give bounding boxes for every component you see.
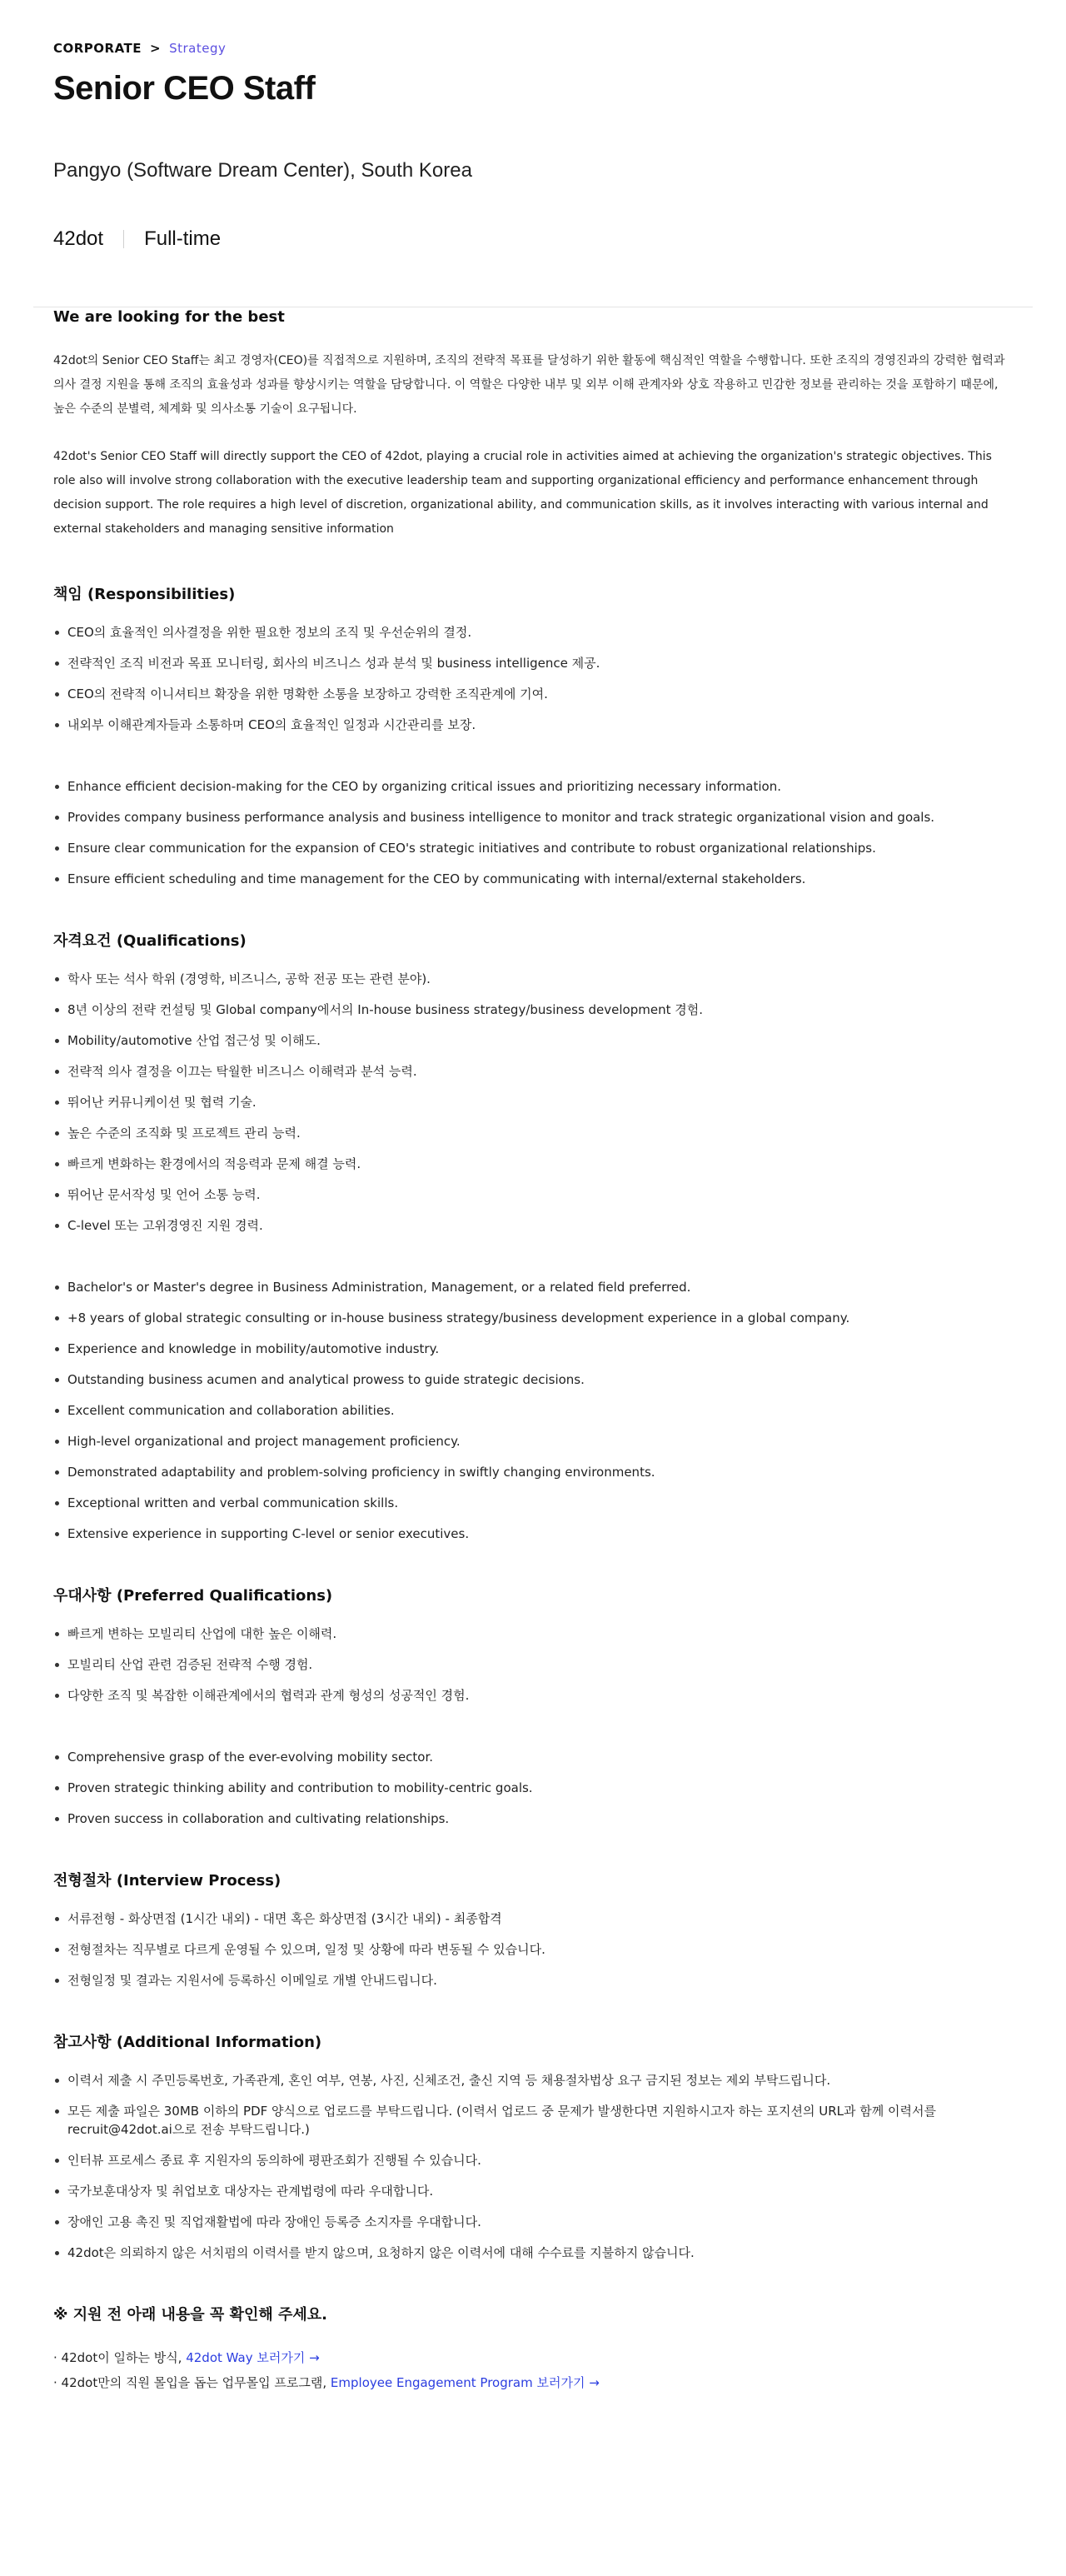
- list-item: 빠르게 변하는 모빌리티 산업에 대한 높은 이해력.: [53, 1625, 1013, 1643]
- list-item: 이력서 제출 시 주민등록번호, 가족관계, 혼인 여부, 연봉, 사진, 신체조건, 출신 지역 등 채용절차법상 요구 금지된 정보는 제외 부탁드립니다.: [53, 2071, 1013, 2089]
- additional-heading: 참고사항 (Additional Information): [53, 2034, 322, 2051]
- list-item: Bachelor's or Master's degree in Business Administration, Management, or a related field preferred.: [53, 1278, 1013, 1296]
- company-name: 42dot: [53, 227, 104, 250]
- job-description: [0, 307, 1066, 2395]
- intro-korean: 42dot의 Senior CEO Staff는 최고 경영자(CEO)를 직접적으로 지원하며, 조직의 전략적 목표를 달성하기 위한 활동에 핵심적인 역할을 수행합니다. 또한 조직의 경영진과의 강력한 협력과 의사 결정 지원을 통해 조직의 효율성과 성과를 향상시키는 역할을 담당합니다. 이 역할은 다양한 내부 및 외부 이해 관계자와 상호 작용하고 민감한 정보를 관리하는 것을 포함하기 때문에, 높은 수준의 분별력, 체계화 및 의사소통 기술이 요구됩니다.: [53, 354, 1005, 416]
- list-item: Proven success in collaboration and cultivating relationships.: [53, 1810, 1013, 1828]
- notice-heading: ※ 지원 전 아래 내용을 꼭 확인해 주세요.: [53, 2306, 328, 2324]
- breadcrumb-current[interactable]: Strategy: [169, 41, 227, 56]
- list-item: 다양한 조직 및 복잡한 이해관계에서의 협력과 관계 형성의 성공적인 경험.: [53, 1686, 1013, 1705]
- job-location: Pangyo (Software Dream Center), South Korea: [53, 159, 472, 182]
- list-item: CEO의 전략적 이니셔티브 확장을 위한 명확한 소통을 보장하고 강력한 조직관계에 기여.: [53, 685, 1013, 703]
- list-item: 전략적 의사 결정을 이끄는 탁월한 비즈니스 이해력과 분석 능력.: [53, 1062, 1013, 1081]
- list-item: Outstanding business acumen and analytical prowess to guide strategic decisions.: [53, 1370, 1013, 1389]
- list-item: Ensure efficient scheduling and time management for the CEO by communicating with internal/external stakeholders.: [53, 870, 1013, 888]
- list-item: 내외부 이해관계자들과 소통하며 CEO의 효율적인 일정과 시간관리를 보장.: [53, 716, 1013, 734]
- responsibilities-heading: 책임 (Responsibilities): [53, 586, 236, 603]
- breadcrumb-separator: >: [150, 41, 162, 56]
- list-item: 높은 수준의 조직화 및 프로젝트 관리 능력.: [53, 1124, 1013, 1142]
- preferred-heading: 우대사항 (Preferred Qualifications): [53, 1587, 333, 1605]
- way-prefix: · 42dot이 일하는 방식,: [53, 2350, 187, 2365]
- qualifications-heading: 자격요건 (Qualifications): [53, 932, 247, 950]
- list-item: 국가보훈대상자 및 취업보호 대상자는 관계법령에 따라 우대합니다.: [53, 2182, 1013, 2200]
- list-item: Provides company business performance analysis and business intelligence to monitor and track strategic organizational vision and goals.: [53, 808, 1013, 826]
- list-item: Demonstrated adaptability and problem-solving proficiency in swiftly changing environments.: [53, 1463, 1013, 1481]
- qualifications-ko-list: [53, 970, 1013, 1235]
- responsibilities-ko-list: [53, 623, 1013, 734]
- list-item: Comprehensive grasp of the ever-evolving mobility sector.: [53, 1748, 1013, 1766]
- list-item: Mobility/automotive 산업 접근성 및 이해도.: [53, 1031, 1013, 1050]
- list-item: 전략적인 조직 비전과 목표 모니터링, 회사의 비즈니스 성과 분석 및 business intelligence 제공.: [53, 654, 1013, 672]
- list-item: Proven strategic thinking ability and contribution to mobility-centric goals.: [53, 1779, 1013, 1797]
- list-item: 42dot은 의뢰하지 않은 서치펌의 이력서를 받지 않으며, 요청하지 않은 이력서에 대해 수수료를 지불하지 않습니다.: [53, 2244, 1013, 2262]
- list-item: Excellent communication and collaboration abilities.: [53, 1401, 1013, 1420]
- employment-type: Full-time: [144, 227, 222, 250]
- breadcrumb: [53, 0, 1013, 57]
- qualifications-en-list: [53, 1278, 1013, 1543]
- engagement-program-link[interactable]: Employee Engagement Program 보러가기 →: [330, 2375, 600, 2390]
- breadcrumb-root[interactable]: CORPORATE: [53, 41, 142, 56]
- list-item: 모빌리티 산업 관련 검증된 전략적 수행 경험.: [53, 1655, 1013, 1674]
- engagement-prefix: · 42dot만의 직원 몰입을 돕는 업무몰입 프로그램,: [53, 2375, 331, 2390]
- job-meta: [53, 227, 1013, 252]
- list-item: 전형절차는 직무별로 다르게 운영될 수 있으며, 일정 및 상황에 따라 변동될 수 있습니다.: [53, 1940, 1013, 1959]
- job-title: Senior CEO Staff: [53, 70, 316, 107]
- list-item: Extensive experience in supporting C-level or senior executives.: [53, 1525, 1013, 1543]
- list-item: 뛰어난 문서작성 및 언어 소통 능력.: [53, 1186, 1013, 1204]
- way-line: [53, 2345, 1013, 2370]
- intro-english: 42dot's Senior CEO Staff will directly support the CEO of 42dot, playing a crucial role in activities aimed at achieving the organization's strategic objectives. This role also will involve strong collaboration with the executive leadership team and supporting organizational efficiency and performance enhancement through decision support. The role requires a high level of discretion, organizational ability, and communication skills, as it involves interacting with various internal and external stakeholders and managing sensitive information: [53, 450, 992, 536]
- list-item: Ensure clear communication for the expansion of CEO's strategic initiatives and contribute to robust organizational relationships.: [53, 839, 1013, 857]
- list-item: C-level 또는 고위경영진 지원 경력.: [53, 1216, 1013, 1235]
- list-item: 장애인 고용 촉진 및 직업재활법에 따라 장애인 등록증 소지자를 우대합니다.: [53, 2213, 1013, 2231]
- list-item: 모든 제출 파일은 30MB 이하의 PDF 양식으로 업로드를 부탁드립니다. (이력서 업로드 중 문제가 발생한다면 지원하시고자 하는 포지션의 URL과 함께 이력서를 recruit@42dot.ai으로 전송 부탁드립니다.): [53, 2102, 1013, 2139]
- intro-heading: We are looking for the best: [53, 308, 285, 326]
- list-item: CEO의 효율적인 의사결정을 위한 필요한 정보의 조직 및 우선순위의 결정.: [53, 623, 1013, 642]
- list-item: Experience and knowledge in mobility/automotive industry.: [53, 1340, 1013, 1358]
- responsibilities-en-list: [53, 777, 1013, 888]
- 42dot-way-link[interactable]: 42dot Way 보러가기 →: [186, 2350, 320, 2365]
- list-item: 서류전형 - 화상면접 (1시간 내외) - 대면 혹은 화상면접 (3시간 내외) - 최종합격: [53, 1910, 1013, 1928]
- preferred-ko-list: [53, 1625, 1013, 1705]
- interview-list: [53, 1910, 1013, 1989]
- job-header: [0, 0, 1066, 252]
- list-item: Enhance efficient decision-making for the CEO by organizing critical issues and prioritizing necessary information.: [53, 777, 1013, 796]
- notice-links: [53, 2345, 1013, 2395]
- list-item: 8년 이상의 전략 컨설팅 및 Global company에서의 In-house business strategy/business development 경험.: [53, 1001, 1013, 1019]
- list-item: 학사 또는 석사 학위 (경영학, 비즈니스, 공학 전공 또는 관련 분야).: [53, 970, 1013, 988]
- engagement-line: [53, 2370, 1013, 2395]
- list-item: 빠르게 변화하는 환경에서의 적응력과 문제 해결 능력.: [53, 1155, 1013, 1173]
- meta-divider: [123, 230, 124, 248]
- interview-heading: 전형절차 (Interview Process): [53, 1872, 281, 1890]
- list-item: 뛰어난 커뮤니케이션 및 협력 기술.: [53, 1093, 1013, 1111]
- list-item: Exceptional written and verbal communication skills.: [53, 1494, 1013, 1512]
- list-item: 인터뷰 프로세스 종료 후 지원자의 동의하에 평판조회가 진행될 수 있습니다.: [53, 2151, 1013, 2169]
- list-item: +8 years of global strategic consulting or in-house business strategy/business development experience in a global company.: [53, 1309, 1013, 1327]
- preferred-en-list: [53, 1748, 1013, 1828]
- list-item: 전형일정 및 결과는 지원서에 등록하신 이메일로 개별 안내드립니다.: [53, 1971, 1013, 1989]
- list-item: High-level organizational and project management proficiency.: [53, 1432, 1013, 1450]
- additional-list: [53, 2071, 1013, 2262]
